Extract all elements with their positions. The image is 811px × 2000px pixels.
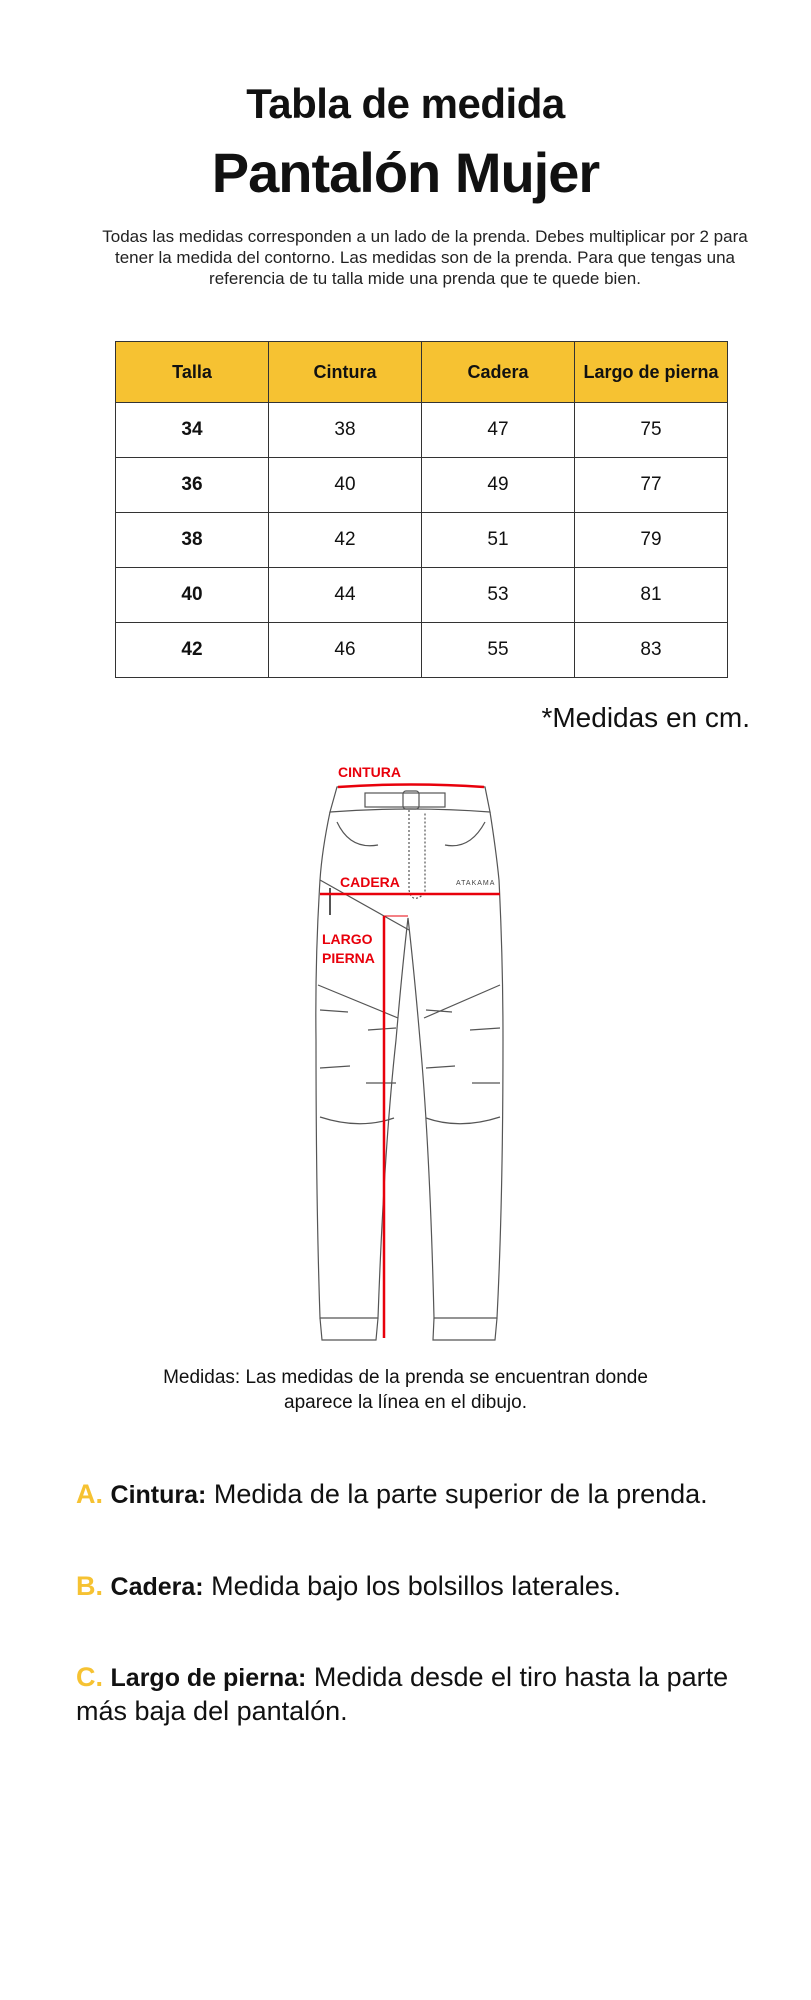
pants-outline [316, 785, 503, 1341]
label-pierna: PIERNA [322, 950, 375, 966]
definition-b [76, 1570, 756, 1604]
diagram-caption: Medidas: Las medidas de la prenda se encuentran donde aparece la línea en el dibujo. [163, 1367, 648, 1413]
cell-cintura: 42 [269, 513, 422, 568]
header-talla: Talla [116, 342, 269, 403]
cell-cadera: 49 [422, 458, 575, 513]
page-title: Tabla de medida [246, 80, 565, 127]
cell-cintura: 40 [269, 458, 422, 513]
definition-text: Medida desde el tiro hasta la parte más baja del pantalón. [76, 1662, 729, 1726]
cell-cintura: 44 [269, 568, 422, 623]
label-cintura: CINTURA [338, 764, 401, 780]
label-cadera: CADERA [340, 874, 400, 890]
cell-largo: 79 [575, 513, 728, 568]
waist-measure-line [338, 785, 484, 788]
header-largo: Largo de pierna [575, 342, 728, 403]
label-largo: LARGO [322, 931, 373, 947]
header-cintura: Cintura [269, 342, 422, 403]
cell-largo: 83 [575, 623, 728, 678]
cell-cintura: 38 [269, 403, 422, 458]
definition-term: Cintura: [110, 1481, 207, 1509]
cell-talla: 40 [116, 568, 269, 623]
cell-cadera: 51 [422, 513, 575, 568]
cell-talla: 34 [116, 403, 269, 458]
definition-a [76, 1478, 756, 1512]
brand-logo: ATAKAMA [456, 880, 496, 887]
cell-talla: 36 [116, 458, 269, 513]
cell-cintura: 46 [269, 623, 422, 678]
header-cadera: Cadera [422, 342, 575, 403]
cell-talla: 38 [116, 513, 269, 568]
cell-largo: 75 [575, 403, 728, 458]
definition-c [76, 1661, 756, 1728]
definition-letter: C. [76, 1662, 103, 1692]
unit-note: *Medidas en cm. [541, 702, 750, 733]
definition-term: Largo de pierna: [110, 1664, 307, 1692]
definition-letter: A. [76, 1479, 103, 1509]
intro-text: Todas las medidas corresponden a un lado de la prenda. Debes multiplicar por 2 para tener la medida del contorno. Las medidas son de la prenda. Para que tengas una referencia de tu talla mide una prenda que te quede bien. [102, 227, 748, 288]
definition-text: Medida de la parte superior de la prenda. [206, 1479, 708, 1509]
definition-letter: B. [76, 1571, 103, 1601]
cell-cadera: 55 [422, 623, 575, 678]
cell-cadera: 53 [422, 568, 575, 623]
measure-lines [320, 785, 500, 1339]
cell-largo: 81 [575, 568, 728, 623]
cell-largo: 77 [575, 458, 728, 513]
definition-term: Cadera: [110, 1573, 204, 1601]
cell-cadera: 47 [422, 403, 575, 458]
page-subtitle: Pantalón Mujer [211, 141, 600, 204]
definition-text: Medida bajo los bolsillos laterales. [203, 1571, 621, 1601]
cell-talla: 42 [116, 623, 269, 678]
